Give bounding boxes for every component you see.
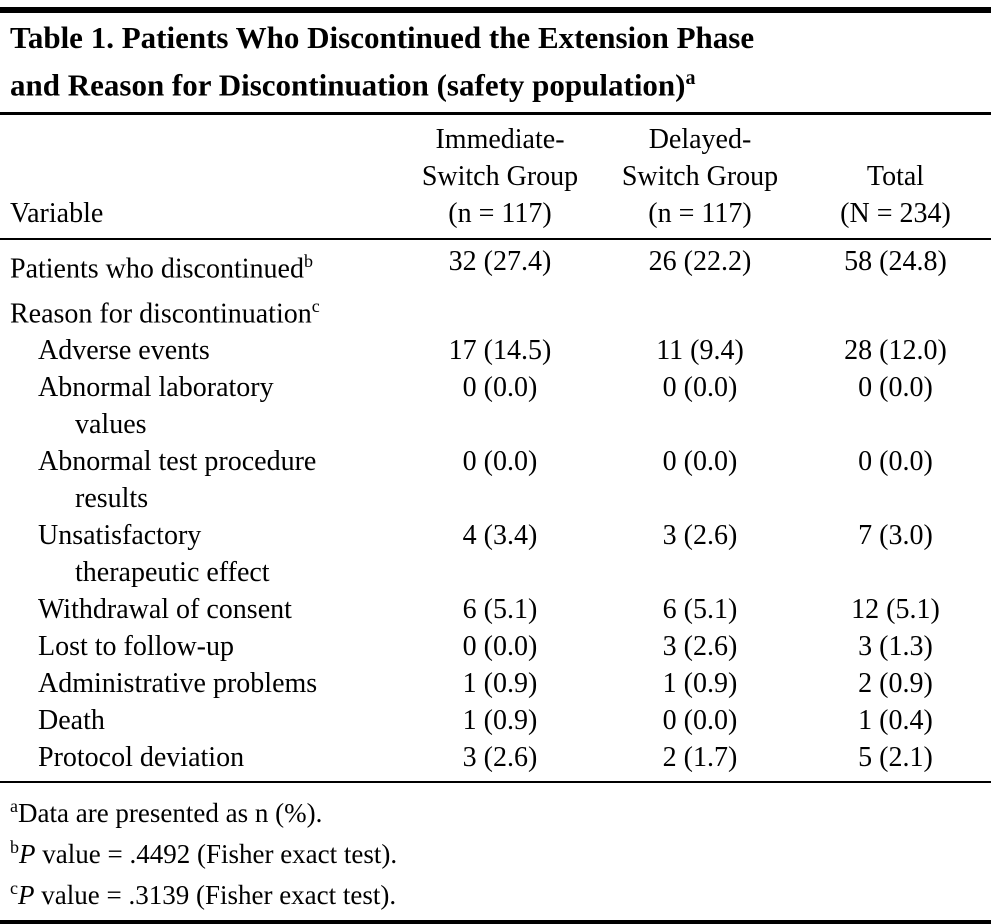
bottom-rule xyxy=(0,920,991,924)
header-line: (n = 117) xyxy=(448,198,552,230)
footnote-a xyxy=(10,789,981,830)
cell-value: 2 (0.9) xyxy=(858,667,933,699)
cell-value xyxy=(600,288,800,332)
cell-value: 1 (0.9) xyxy=(462,667,538,699)
column-header-variable: Variable xyxy=(0,115,400,239)
table-row xyxy=(0,369,991,443)
cell-value: 1 (0.9) xyxy=(462,704,538,736)
cell-value: 7 (3.0) xyxy=(858,519,933,551)
column-header-immediate-switch xyxy=(400,115,600,239)
footnote-c xyxy=(10,871,981,912)
cell-value: 3 (2.6) xyxy=(462,741,538,773)
row-label xyxy=(0,517,400,591)
table-row xyxy=(0,739,991,781)
table-title xyxy=(0,13,991,112)
row-label xyxy=(0,739,400,781)
cell-value: 17 (14.5) xyxy=(448,334,552,366)
table-title-line2: and Reason for Discontinuation (safety population) xyxy=(10,67,686,103)
cell-value: 0 (0.0) xyxy=(858,371,933,403)
table-row xyxy=(0,332,991,369)
title-superscript-marker: a xyxy=(685,67,696,89)
footnotes xyxy=(0,783,991,920)
cell-value: 0 (0.0) xyxy=(662,704,738,736)
cell-value: 6 (5.1) xyxy=(462,593,538,625)
header-row xyxy=(0,115,991,239)
row-label-text: Withdrawal of consent xyxy=(38,593,292,625)
cell-value: 0 (0.0) xyxy=(462,445,538,477)
row-label xyxy=(0,665,400,702)
footnote-marker: c xyxy=(10,877,18,898)
table-row xyxy=(0,443,991,517)
cell-value: 11 (9.4) xyxy=(656,334,744,366)
cell-value: 6 (5.1) xyxy=(662,593,738,625)
cell-value: 0 (0.0) xyxy=(858,445,933,477)
row-label-line1: Abnormal test procedure xyxy=(38,445,317,477)
table-title-line1: Table 1. Patients Who Discontinued the Extension Phase xyxy=(10,20,755,55)
row-label xyxy=(0,239,400,287)
row-label-line2: results xyxy=(75,482,149,514)
footnote-text: value = .4492 (Fisher exact test). xyxy=(35,838,398,869)
row-label-line1: Abnormal laboratory xyxy=(38,371,274,403)
footnote-text: Data are presented as n (%). xyxy=(18,797,323,828)
table-row xyxy=(0,628,991,665)
cell-value: 1 (0.9) xyxy=(662,667,738,699)
table-row xyxy=(0,665,991,702)
row-label-text: Lost to follow-up xyxy=(38,630,234,662)
row-label-text: Death xyxy=(38,704,105,736)
row-label-text: Adverse events xyxy=(38,334,210,366)
table-row xyxy=(0,702,991,739)
header-line: Total xyxy=(866,161,925,193)
header-line: Switch Group xyxy=(421,161,579,193)
cell-value: 3 (2.6) xyxy=(662,630,738,662)
table-row xyxy=(0,288,991,332)
row-label-text: Administrative problems xyxy=(38,667,318,699)
cell-value xyxy=(400,288,600,332)
cell-value: 3 (2.6) xyxy=(662,519,738,551)
superscript-marker: b xyxy=(303,251,313,272)
row-label-text: Patients who discontinued xyxy=(10,253,304,285)
cell-value: 32 (27.4) xyxy=(448,246,552,278)
cell-value: 5 (2.1) xyxy=(858,741,933,773)
cell-value: 2 (1.7) xyxy=(662,741,738,773)
table-body xyxy=(0,239,991,781)
table-header xyxy=(0,115,991,239)
footnote-italic: P xyxy=(19,838,36,869)
cell-value: 0 (0.0) xyxy=(462,371,538,403)
cell-value: 3 (1.3) xyxy=(858,630,933,662)
cell-value: 12 (5.1) xyxy=(851,593,940,625)
cell-value: 0 (0.0) xyxy=(662,445,738,477)
row-label-text: Reason for discontinuation xyxy=(10,297,312,329)
cell-value: 0 (0.0) xyxy=(462,630,538,662)
header-line: (N = 234) xyxy=(840,198,951,230)
footnote-b xyxy=(10,830,981,871)
table-row xyxy=(0,517,991,591)
superscript-marker: c xyxy=(311,295,320,316)
cell-value: 0 (0.0) xyxy=(662,371,738,403)
footnote-italic: P xyxy=(18,879,35,910)
footnote-marker: a xyxy=(10,795,18,816)
row-label xyxy=(0,443,400,517)
row-label xyxy=(0,628,400,665)
row-label xyxy=(0,369,400,443)
row-label-line2: therapeutic effect xyxy=(75,556,270,588)
cell-value xyxy=(800,288,991,332)
cell-value: 26 (22.2) xyxy=(648,246,752,278)
cell-value: 28 (12.0) xyxy=(844,334,947,366)
row-label xyxy=(0,702,400,739)
row-label xyxy=(0,591,400,628)
cell-value: 1 (0.4) xyxy=(858,704,933,736)
table-row xyxy=(0,239,991,287)
row-label-line1: Unsatisfactory xyxy=(38,519,202,551)
header-line: Immediate- xyxy=(435,124,565,156)
cell-value: 4 (3.4) xyxy=(462,519,538,551)
column-header-delayed-switch xyxy=(600,115,800,239)
column-header-total xyxy=(800,115,991,239)
row-label-text: Protocol deviation xyxy=(38,741,245,773)
row-label xyxy=(0,332,400,369)
header-line: Delayed- xyxy=(648,124,752,156)
cell-value: 58 (24.8) xyxy=(844,246,947,278)
footnote-marker: b xyxy=(10,836,19,857)
row-label-line2: values xyxy=(75,408,147,440)
header-line: Switch Group xyxy=(621,161,779,193)
footnote-text: value = .3139 (Fisher exact test). xyxy=(34,879,397,910)
table-row xyxy=(0,591,991,628)
discontinuation-table xyxy=(0,115,991,781)
row-label xyxy=(0,288,400,332)
header-line: (n = 117) xyxy=(648,198,752,230)
